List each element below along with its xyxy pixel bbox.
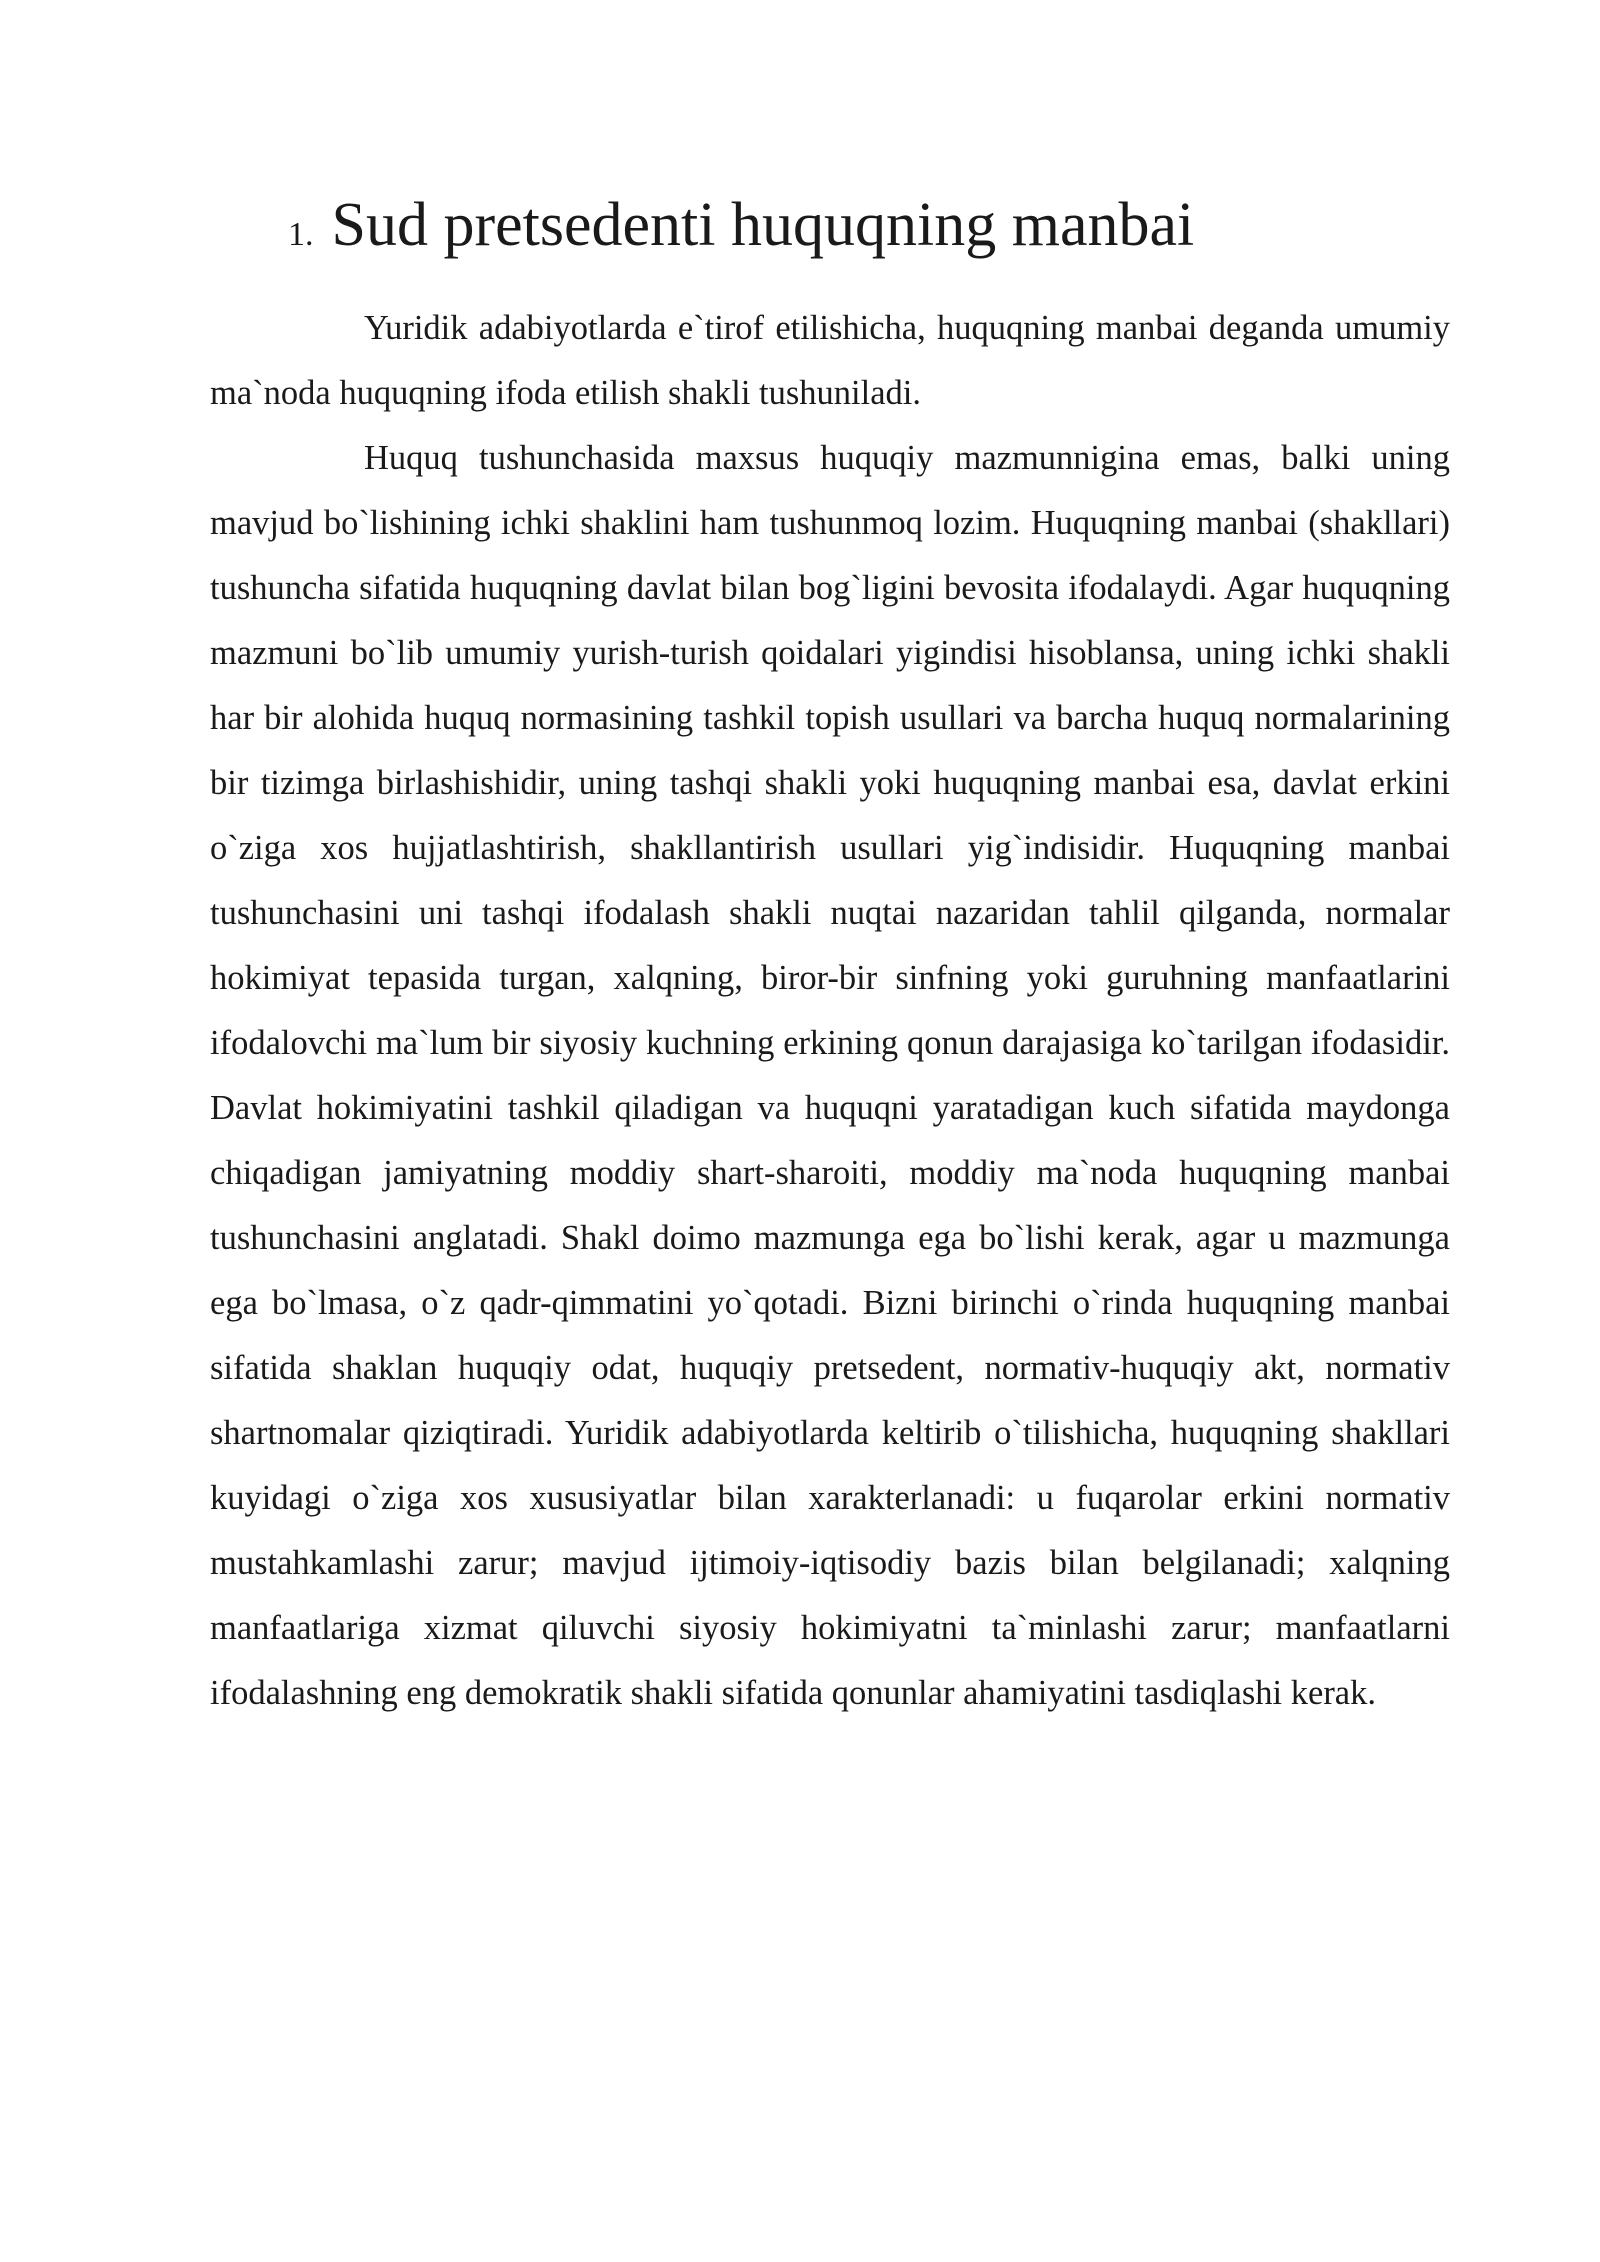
section-title: Sud pretsedenti huquqning manbai — [331, 191, 1195, 259]
paragraph-2: Huquq tushunchasida maxsus huquqiy mazmunnigina emas, balki uning mavjud bo`lishining ichki shaklini ham tushunmoq lozim. Huquqning manbai (shakllari) tushuncha sifatida huquqning davlat bilan bog`ligini bevosita ifodalaydi. Agar huquqning mazmuni bo`lib umumiy yurish-turish qoidalari yigindisi hisoblansa, uning ichki shakli har bir alohida huquq normasining tashkil topish usullari va barcha huquq normalarining bir tizimga birlashishidir, uning tashqi shakli yoki huquqning manbai esa, davlat erkini o`ziga xos hujjatlashtirish, shakllantirish usullari yig`indisidir. Huquqning manbai tushunchasini uni tashqi ifodalash shakli nuqtai nazaridan tahlil qilganda, normalar hokimiyat tepasida turgan, xalqning, biror-bir sinfning yoki guruhning manfaatlarini ifodalovchi ma`lum bir siyosiy kuchning erkining qonun darajasiga ko`tarilgan ifodasidir. Davlat hokimiyatini tashkil qiladigan va huquqni yaratadigan kuch sifatida maydonga chiqadigan jamiyatning moddiy shart-sharoiti, moddiy ma`noda huquqning manbai tushunchasini anglatadi. Shakl doimo mazmunga ega bo`lishi kerak, agar u mazmunga ega bo`lmasa, o`z qadr-qimmatini yo`qotadi. Bizni birinchi o`rinda huquqning manbai sifatida shaklan huquqiy odat, huquqiy pretsedent, normativ-huquqiy akt, normativ shartnomalar qiziqtiradi. Yuridik adabiyotlarda keltirib o`tilishicha, huquqning shakllari kuyidagi o`ziga xos xususiyatlar bilan xarakterlanadi: u fuqarolar erkini normativ mustahkamlashi zarur; mavjud ijtimoiy-iqtisodiy bazis bilan belgilanadi; xalqning manfaatlariga xizmat qiluvchi siyosiy hokimiyatni ta`minlashi zarur; manfaatlarni ifodalashning eng demokratik shakli sifatida qonunlar ahamiyatini tasdiqlashi kerak. — [210, 439, 1450, 1712]
body-text — [210, 296, 1450, 1726]
paragraph-1: Yuridik adabiyotlarda e`tirof etilishicha, huquqning manbai deganda umumiy ma`noda huquqning ifoda etilish shakli tushuniladi. — [210, 309, 1450, 412]
section-number: 1. — [288, 216, 314, 253]
section-heading — [288, 190, 1194, 261]
